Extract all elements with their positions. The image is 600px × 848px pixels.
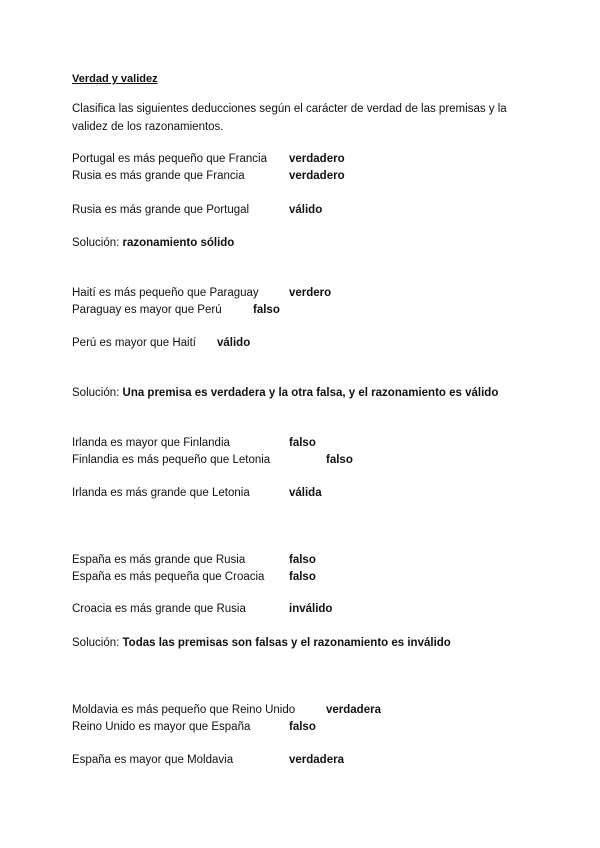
ex3-conclusion-value: válida bbox=[289, 487, 322, 499]
ex5-premise-2: Reino Unido es mayor que España bbox=[72, 721, 251, 733]
ex3-premise-2: Finlandia es más pequeño que Letonia bbox=[72, 454, 271, 466]
ex2-premise-1: Haití es más pequeño que Paraguay bbox=[72, 287, 259, 299]
ex2-conclusion: Perú es mayor que Haití bbox=[72, 337, 197, 349]
ex2-premise-1-value: verdero bbox=[289, 287, 332, 299]
ex4-premise-2-value: falso bbox=[289, 571, 316, 583]
ex1-premise-2-value: verdadero bbox=[289, 170, 345, 182]
ex4-solution-label: Solución: bbox=[72, 637, 120, 649]
ex1-solution-text: razonamiento sólido bbox=[122, 237, 235, 249]
ex4-solution-text: Todas las premisas son falsas y el razonamiento es inválido bbox=[122, 637, 451, 649]
ex1-solution bbox=[72, 236, 234, 250]
ex5-conclusion: España es mayor que Moldavia bbox=[72, 754, 234, 766]
ex2-solution-label: Solución: bbox=[72, 387, 120, 399]
ex1-premise-1-value: verdadero bbox=[289, 153, 345, 165]
ex4-solution bbox=[72, 636, 451, 650]
ex2-solution-text: Una premisa es verdadera y la otra falsa, y el razonamiento es válido bbox=[122, 387, 499, 399]
ex3-premise-2-value: falso bbox=[326, 454, 353, 466]
ex4-premise-1-value: falso bbox=[289, 554, 316, 566]
ex2-solution bbox=[72, 386, 498, 400]
ex4-conclusion-value: inválido bbox=[289, 603, 333, 615]
ex1-premise-2: Rusia es más grande que Francia bbox=[72, 170, 245, 182]
ex2-conclusion-value: válido bbox=[217, 337, 251, 349]
ex2-premise-2-value: falso bbox=[253, 304, 280, 316]
ex3-premise-1-value: falso bbox=[289, 437, 316, 449]
ex4-conclusion: Croacia es más grande que Rusia bbox=[72, 603, 246, 615]
ex4-premise-2: España es más pequeña que Croacia bbox=[72, 571, 265, 583]
ex1-conclusion: Rusia es más grande que Portugal bbox=[72, 204, 250, 216]
ex1-solution-label: Solución: bbox=[72, 237, 120, 249]
ex5-conclusion-value: verdadera bbox=[289, 754, 344, 766]
ex3-premise-1: Irlanda es mayor que Finlandia bbox=[72, 437, 230, 449]
ex5-premise-1: Moldavia es más pequeño que Reino Unido bbox=[72, 704, 296, 716]
ex4-premise-1: España es más grande que Rusia bbox=[72, 554, 246, 566]
document-title: Verdad y validez bbox=[72, 73, 158, 85]
ex1-premise-1: Portugal es más pequeño que Francia bbox=[72, 153, 267, 165]
instructions-paragraph: Clasifica las siguientes deducciones según el carácter de verdad de las premisas y la validez de los razonamientos. bbox=[72, 103, 507, 133]
ex2-premise-2: Paraguay es mayor que Perú bbox=[72, 304, 222, 316]
ex3-conclusion: Irlanda es más grande que Letonia bbox=[72, 487, 250, 499]
ex5-premise-1-value: verdadera bbox=[326, 704, 381, 716]
ex1-conclusion-value: válido bbox=[289, 204, 323, 216]
ex5-premise-2-value: falso bbox=[289, 721, 316, 733]
